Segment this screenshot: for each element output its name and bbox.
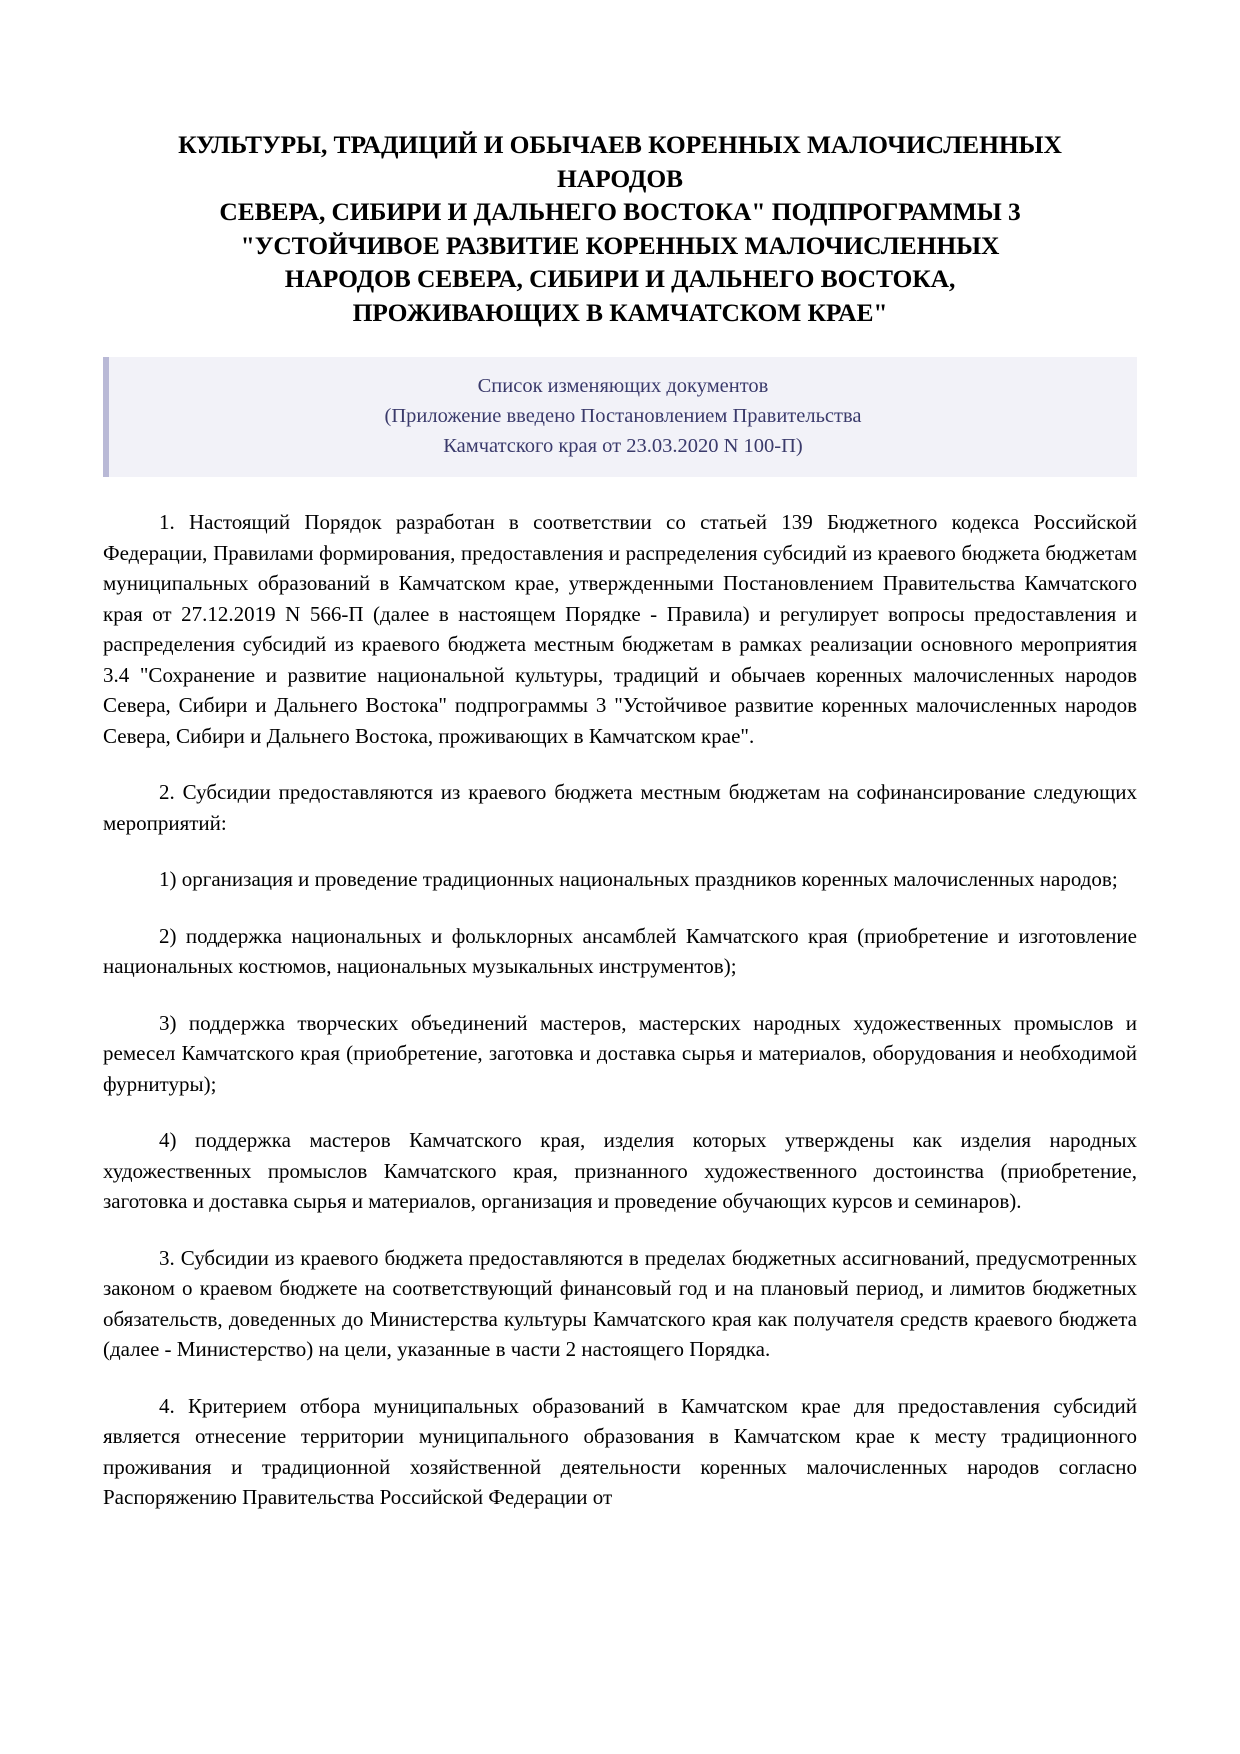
paragraph-1: 1. Настоящий Порядок разработан в соответствии со статьей 139 Бюджетного кодекса Российской Федерации, Правилами формирования, предоставления и распределения субсидий из краевого бюджета бюджетам муниципальных образований в Камчатском крае, утвержденными Постановлением Правительства Камчатского края от 27.12.2019 N 566-П (далее в настоящем Порядке - Правила) и регулирует вопросы предоставления и распределения субсидий из краевого бюджета местным бюджетам в рамках реализации основного мероприятия 3.4 "Сохранение и развитие национальной культуры, традиций и обычаев коренных малочисленных народов Севера, Сибири и Дальнего Востока" подпрограммы 3 "Устойчивое развитие коренных малочисленных народов Севера, Сибири и Дальнего Востока, проживающих в Камчатском крае". xyxy=(103,510,1137,748)
amendment-source-line: (Приложение введено Постановлением Правительства xyxy=(384,405,862,427)
title-line-2: НАРОДОВ xyxy=(557,163,683,193)
amendment-notice-box xyxy=(103,357,1137,477)
paragraph-3: 3. Субсидии из краевого бюджета предоставляются в пределах бюджетных ассигнований, предусмотренных законом о краевом бюджете на соответствующий финансовый год и на плановый период, и лимитов бюджетных обязательств, доведенных до Министерства культуры Камчатского края как получателя средств краевого бюджета (далее - Министерство) на цели, указанные в части 2 настоящего Порядка. xyxy=(103,1245,1137,1361)
title-line-3: СЕВЕРА, СИБИРИ И ДАЛЬНЕГО ВОСТОКА" ПОДПРОГРАММЫ 3 xyxy=(219,197,1021,226)
paragraph-4: 4. Критерием отбора муниципальных образований в Камчатском крае для предоставления субсидий является отнесение территории муниципального образования в Камчатском крае к месту традиционного проживания и традиционной хозяйственной деятельности коренных малочисленных народов согласно Распоряжению Правительства Российской Федерации от xyxy=(103,1393,1137,1509)
list-item-2: 2) поддержка национальных и фольклорных ансамблей Камчатского края (приобретение и изготовление национальных костюмов, национальных музыкальных инструментов); xyxy=(103,923,1137,978)
paragraph-2: 2. Субсидии предоставляются из краевого бюджета местным бюджетам на софинансирование следующих мероприятий: xyxy=(103,780,1137,835)
title-line-4: "УСТОЙЧИВОЕ РАЗВИТИЕ КОРЕННЫХ МАЛОЧИСЛЕННЫХ xyxy=(240,230,1000,260)
document-body xyxy=(103,507,1137,1513)
title-line-6: ПРОЖИВАЮЩИХ В КАМЧАТСКОМ КРАЕ" xyxy=(352,297,888,327)
title-line-5: НАРОДОВ СЕВЕРА, СИБИРИ И ДАЛЬНЕГО ВОСТОКА, xyxy=(284,264,956,293)
list-item-1: 1) организация и проведение традиционных национальных праздников коренных малочисленных народов; xyxy=(159,867,1118,891)
title-line-1: КУЛЬТУРЫ, ТРАДИЦИЙ И ОБЫЧАЕВ КОРЕННЫХ МАЛОЧИСЛЕННЫХ xyxy=(178,130,1062,159)
page-title xyxy=(103,128,1137,329)
amendment-heading: Список изменяющих документов xyxy=(477,375,769,397)
list-item-3: 3) поддержка творческих объединений мастеров, мастерских народных художественных промыслов и ремесел Камчатского края (приобретение, заготовка и доставка сырья и материалов, оборудования и необходимой фурнитуры); xyxy=(103,1010,1137,1096)
amendment-date-line: Камчатского края от 23.03.2020 N 100-П) xyxy=(443,435,803,457)
list-item-4: 4) поддержка мастеров Камчатского края, изделия которых утверждены как изделия народных художественных промыслов Камчатского края, признанного художественного достоинства (приобретение, заготовка и доставка сырья и материалов, организация и проведение обучающих курсов и семинаров). xyxy=(103,1128,1137,1213)
